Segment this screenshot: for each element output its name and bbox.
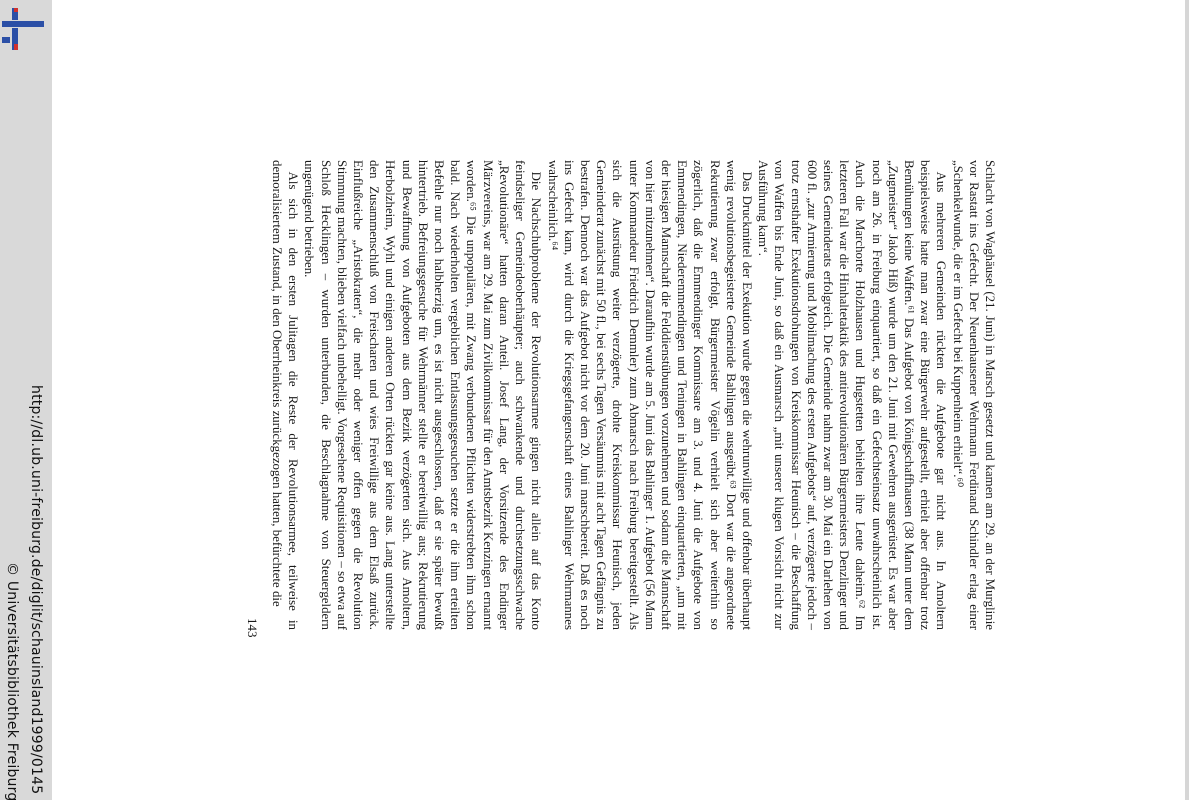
- sidebar: [0, 0, 52, 800]
- page-number: 143: [245, 618, 260, 638]
- body-text: [269, 160, 998, 630]
- paragraph: Schlacht von Waghäusel (21. Juni) in Marsch gesetzt und kamen am 29. an der Murglinie vor Rastatt ins Gefecht. Der Neuenhausener Wehrmann Ferdinand Schindler erlag einer „Schenkelwunde, die er im Gefecht bei Kuppenheim erhielt“.⁶⁰: [950, 160, 997, 630]
- paragraph: Das Druckmittel der Exekution wurde gegen die wehrunwillige und offenbar überhaupt wenig revolutionsbegeisterte Gemeinde Bahlingen ausgeübt.⁶³ Dort war die angeordnete Rekrutierung zwar erfolgt, Bürgermeister Vögelin verhielt sich aber weiterhin so zögerlich, daß die Emmendinger Kommissare am 3. und 4. Juni die Aufgebote von Emmendingen, Niederemmendingen und Teningen in Bahlingen einquartierten, „um mit der hiesigen Mannschaft die Felddienstübungen vorzunehmen und sodann die Mannschaft von hier mitzunehmen“. Daraufhin wurde am 5. Juni das Bahlinger 1. Aufgebot (56 Mann unter Kommandeur Friedrich Demmler) zum Abmarsch nach Freiburg bereitgestellt. Als sich die Ausrüstung weiter verzögerte, drohte Kreiskommissar Heunisch, jeden Gemeinderat zunächst mit 50 fl., bei sechs Tagen Versäumnis mit acht Tagen Gefängnis zu bestrafen. Dennoch war das Aufgebot nicht vor dem 20. Juni marschbereit. Daß es noch ins Gefecht kam, wird durch die Kriegsgefangenschaft eines Bahlinger Wehrmannes wahrscheinlich.⁶⁴: [545, 160, 754, 630]
- copyright-notice: © Universitätsbibliothek Freiburg: [4, 562, 20, 801]
- ub-freiburg-logo-icon: [2, 8, 44, 50]
- paragraph: Die Nachschubprobleme der Revolutionsarmee gingen nicht allein auf das Konto feindseliger Gemeindeoberhäupter; auch schwankende und durchsetzungsschwache „Revolutionäre“ hatten daran Anteil. Josef Lang, der Vorsitzende des Endinger Märzvereins, war am 29. Mai zum Zivilkommissar für den Amtsbezirk Kenzingen ernannt worden.⁶⁵ Die unpopulären, mit Zwang verbundenen Pflichten widerstrebten ihm schon bald. Nach wiederholten vergeblichen Entlassungsgesuchen setzte er die ihm erteilten Befehle nur noch halbherzig um, es ist nicht ausgeschlossen, daß er sie später bewußt hintertrieb. Befreiungsgesuche für Wehrmänner stellte er bereitwillig aus; Rekrutierung und Bewaffnung von Aufgeboten aus dem Bezirk verzögerten sich. Aus Amoltern, Herbolzheim, Wyhl und einigen anderen Orten rückten gar keine aus. Lang unterstellte den Zusammenschluß von Freischaren und wies Freiwillige aus dem Elsaß zurück. Einflußreiche „Aristokraten“, die mehr oder weniger offen gegen die Revolution Stimmung machten, blieben vielfach unbehelligt. Vorgesehene Requisitionen – so etwa auf Schloß Hecklingen – wurden unterbunden, die Beschlagnahme von Steuergeldern ungenügend betrieben.: [302, 160, 544, 630]
- source-url-link[interactable]: http://dl.ub.uni-freiburg.de/diglit/schauinsland1999/0145: [28, 385, 44, 795]
- paragraph: Aus mehreren Gemeinden rückten die Aufgebote gar nicht aus. In Amoltern beispielsweise hatte man zwar eine Bürgerwehr aufgestellt, erhielt aber offenbar trotz Bemühungen keine Waffen.⁶¹ Das Aufgebot von Königschaffhausen (38 Mann unter dem „Zugmeister“ Jakob Hiß) wurde um den 21. Juni mit Gewehren ausgerüstet. Es war aber noch am 26. in Freiburg einquartiert, so daß ein Gefechtseinsatz unwahrscheinlich ist. Auch die Marchorte Holzhausen und Hugstetten behielten ihre Leute daheim.⁶² Im letzteren Fall war die Hinhaltetaktik des antirevolutionären Bürgermeisters Denzlinger und seines Gemeinderats erfolgreich. Die Gemeinde nahm zwar am 30. Mai ein Darlehen von 600 fl. „zur Armierung und Mobilmachung des ersten Aufgebots“ auf, verzögerte jedoch – trotz ernsthafter Exekutionsdrohungen von Kreiskommissar Heunisch – die Beschaffung von Waffen bis Ende Juni, so daß ein Ausmarsch „mit unserer klugen Vorsicht nicht zur Ausführung kam“.: [756, 160, 949, 630]
- rotated-document-page: [245, 160, 998, 638]
- page-edge: [1185, 0, 1189, 800]
- paragraph: Als sich in den ersten Julitagen die Reste der Revolutionsarmee, teilweise in demoralisiertem Zustand, in den Oberrheinkreis zurückgezogen hatten, befürchtete die: [270, 160, 301, 630]
